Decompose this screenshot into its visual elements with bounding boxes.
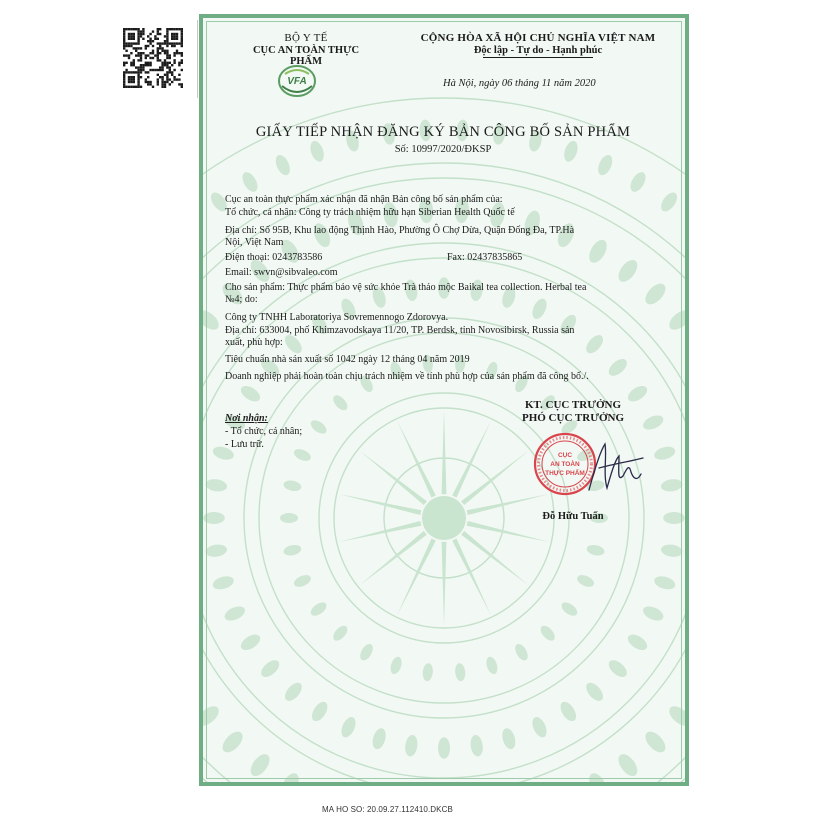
recipients-title: Nơi nhận:: [225, 413, 268, 424]
logo-text: VFA: [287, 76, 307, 87]
qr-code: [123, 28, 183, 88]
signer-title: PHÓ CỤC TRƯỞNG: [521, 412, 625, 424]
recipient-item: - Lưu trữ.: [225, 439, 264, 450]
record-code: MA HO SO: 20.09.27.112410.DKCB: [322, 805, 453, 814]
agency-name: CỤC AN TOÀN THỰC PHẨM: [252, 45, 360, 67]
address-line-1: Địa chỉ: Số 95B, Khu lao động Thịnh Hào, Phường Ô Chợ Dừa, Quận Đống Đa, TP.Hà: [225, 225, 575, 236]
qr-code-graphic: [123, 28, 183, 88]
organization: Tổ chức, cá nhân: Công ty trách nhiệm hữu hạn Siberian Health Quốc tế: [225, 207, 515, 218]
phone: Điện thoại: 0243783586: [225, 252, 323, 263]
manufacturer-address-line-1: Địa chỉ: 633004, phố Khimzavodskaya 11/20, TP. Berdsk, tỉnh Novosibirsk, Russia sản: [225, 325, 575, 336]
handwritten-signature: [583, 438, 653, 498]
certificate: [199, 14, 689, 786]
product-line-1: Cho sản phẩm: Thực phẩm bảo vệ sức khỏe Trà thảo mộc Baikal tea collection. Herbal tea: [225, 282, 587, 293]
national-motto: Độc lập - Tự do - Hạnh phúc: [473, 45, 603, 56]
address-line-2: Nội, Việt Nam: [225, 237, 284, 248]
divider: [197, 20, 198, 98]
seal-line: AN TOÀN: [550, 461, 580, 468]
manufacturer-address-line-2: xuất, phù hợp:: [225, 337, 283, 348]
signing-authority: KT. CỤC TRƯỞNG: [524, 399, 622, 411]
issue-date: Hà Nội, ngày 06 tháng 11 năm 2020: [443, 78, 596, 89]
seal-line: THỰC PHẨM: [545, 470, 585, 477]
country-name: CỘNG HÒA XÃ HỘI CHỦ NGHĨA VIỆT NAM: [420, 32, 656, 44]
vfa-logo: [277, 64, 317, 98]
national-header: [403, 32, 673, 58]
standard: Tiêu chuẩn nhà sản xuất số 1042 ngày 12 tháng 04 năm 2019: [225, 354, 470, 365]
recipient-item: - Tổ chức, cá nhân;: [225, 426, 303, 437]
email: Email: swvn@sibvaleo.com: [225, 267, 338, 278]
signer-name: Đỗ Hữu Tuấn: [542, 511, 604, 522]
manufacturer: Công ty TNHH Laboratoriya Sovremennogo Zdorovya.: [225, 312, 449, 323]
fax: Fax: 02437835865: [447, 252, 523, 263]
product-line-2: №4; do:: [225, 294, 258, 305]
document-title: GIẤY TIẾP NHẬN ĐĂNG KÝ BẢN CÔNG BỐ SẢN PHẨM: [255, 124, 631, 140]
document-number: Số: 10997/2020/ĐKSP: [394, 144, 492, 155]
issuer-block: [241, 32, 371, 67]
seal-line: CỤC: [557, 452, 573, 459]
responsibility-statement: Doanh nghiệp phải hoàn toàn chịu trách nhiệm về tính phù hợp của sản phẩm đã công bố./.: [225, 371, 589, 382]
intro-text: Cục an toàn thực phẩm xác nhận đã nhận Bản công bố sản phẩm của:: [225, 194, 503, 205]
motto-underline: [483, 57, 593, 58]
ministry-name: BỘ Y TẾ: [284, 32, 328, 44]
